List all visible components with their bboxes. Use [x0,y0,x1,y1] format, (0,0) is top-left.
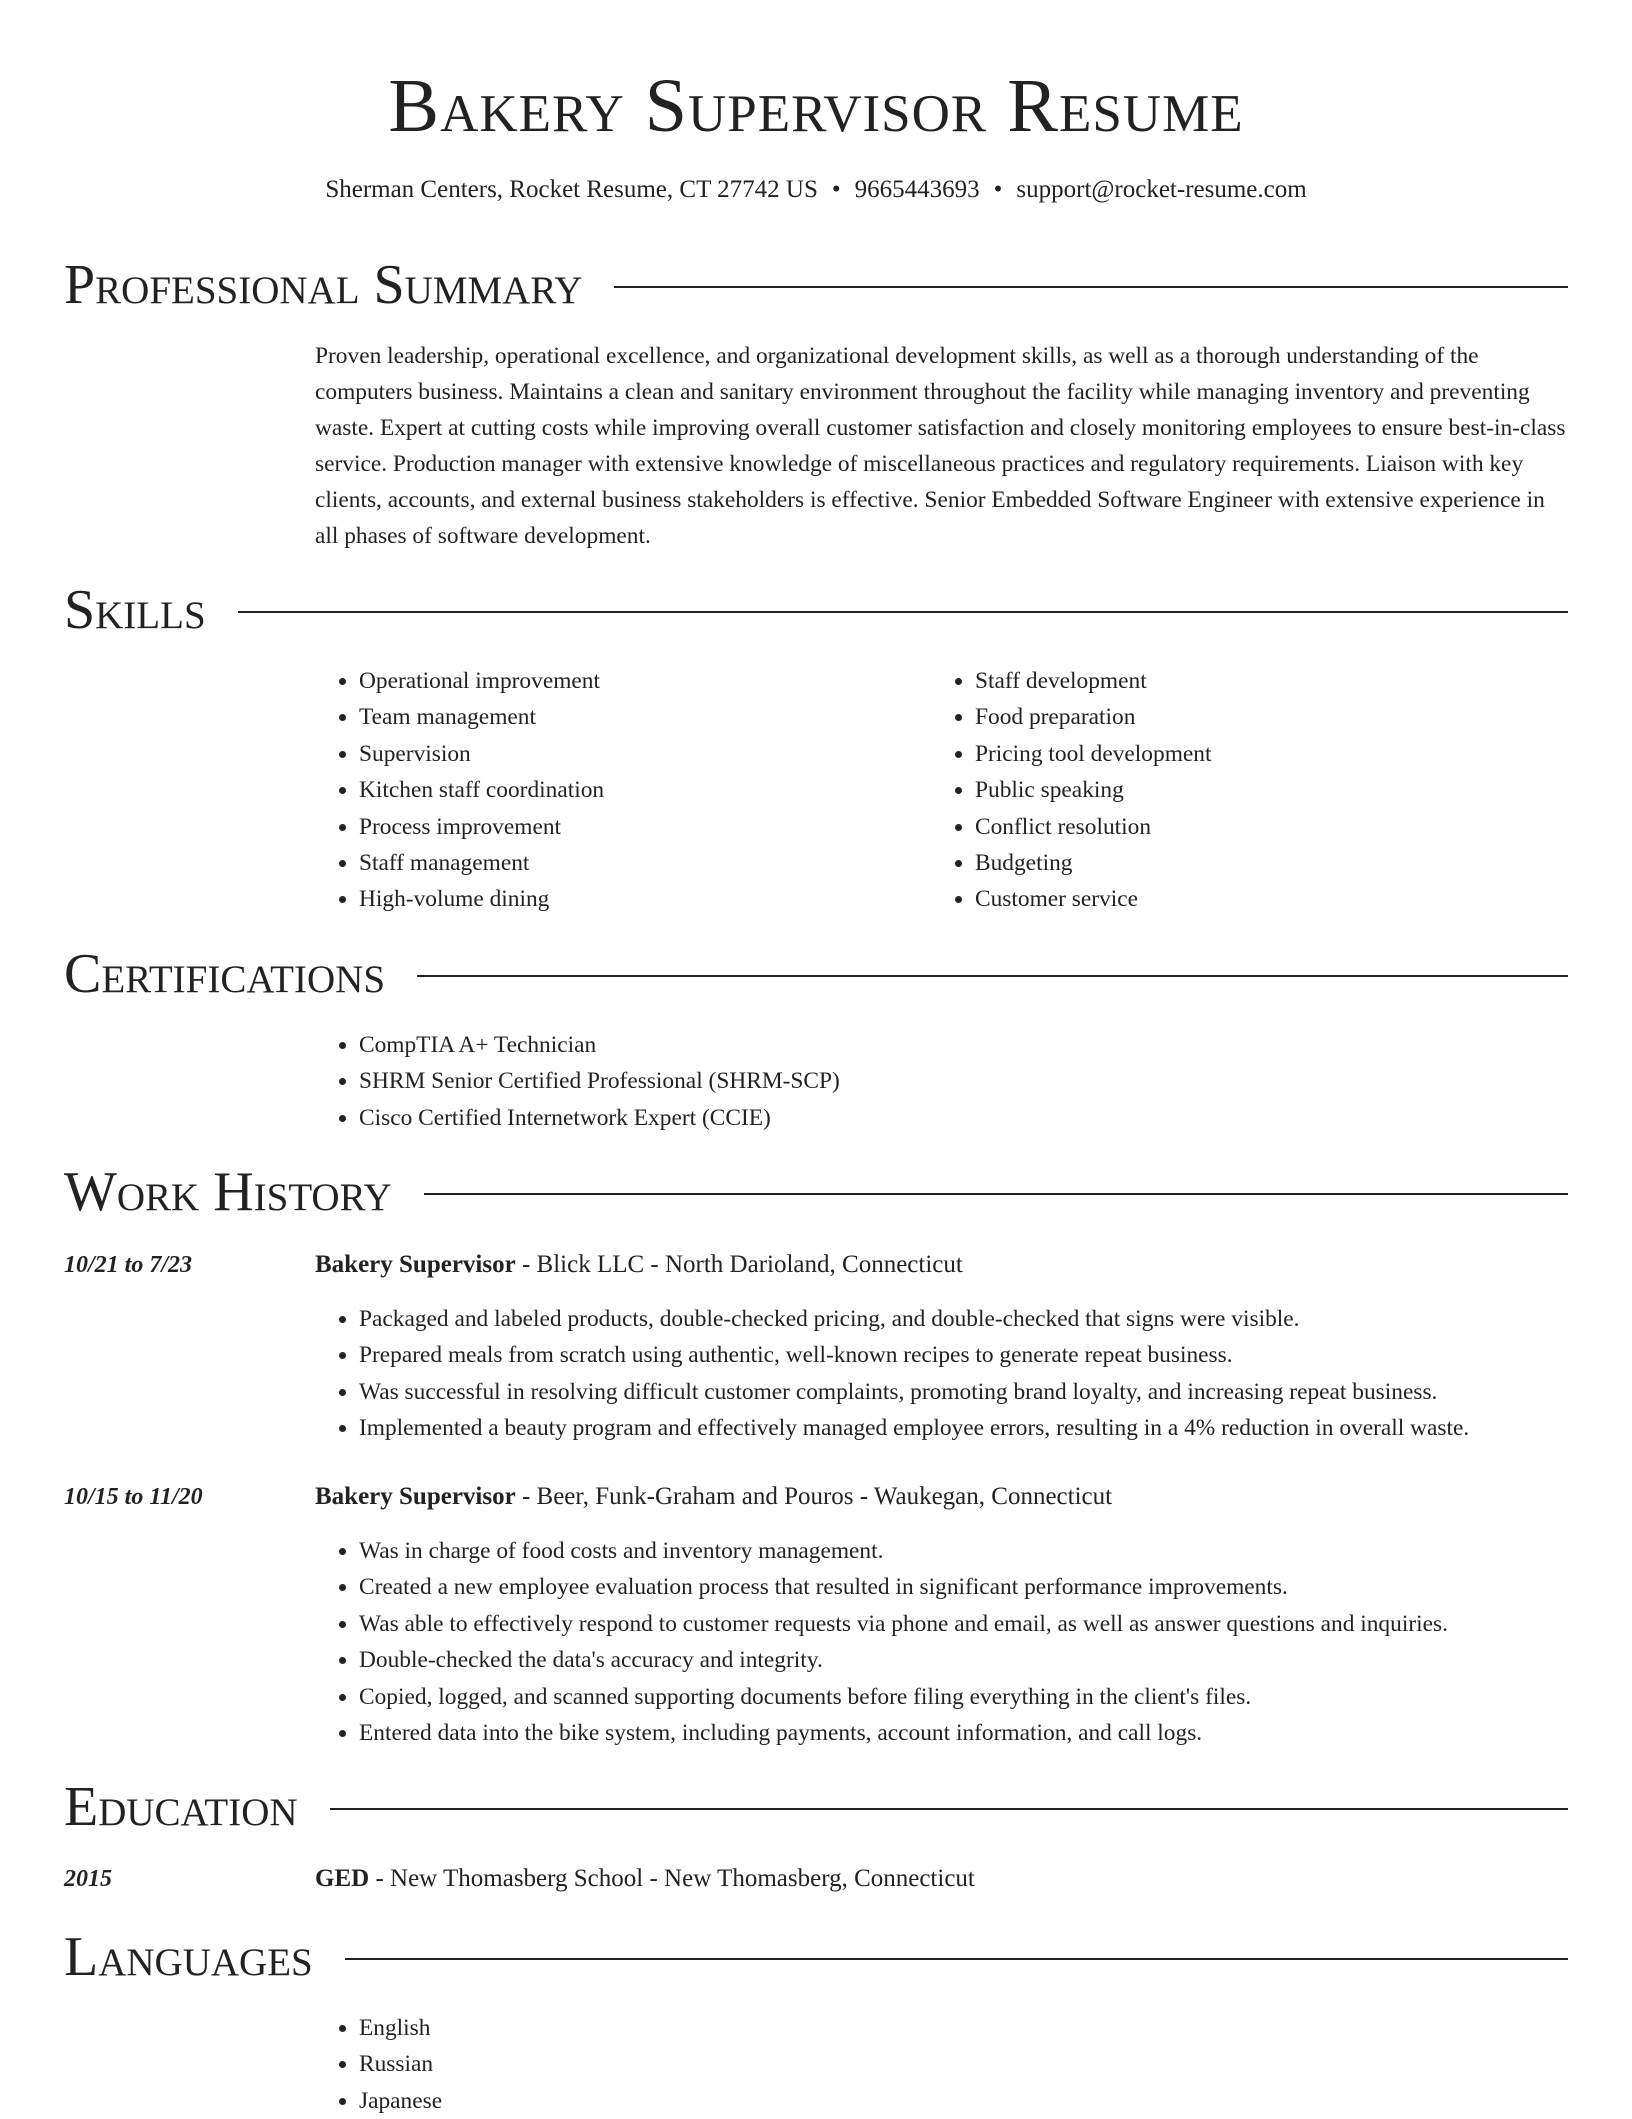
skills-column-right [931,663,1531,918]
job-bullet: • Created a new employee evaluation process that resulted in significant performance improvements. [359,1569,1568,1605]
job-heading [315,1479,1112,1515]
section-divider [330,1808,1568,1810]
contact-phone: 9665443693 [854,176,980,203]
job-bullet: • Implemented a beauty program and effectively managed employee errors, resulting in a 4% reduction in overall waste. [359,1410,1568,1446]
languages-block [315,2010,1568,2119]
language-item: • English [359,2010,1568,2046]
job-bullet: • Was in charge of food costs and inventory management. [359,1533,1568,1569]
job-title: Bakery Supervisor [315,1251,516,1278]
certifications-list [315,1027,1568,1136]
skill-item: • Conflict resolution [975,809,1531,845]
skill-item: • Staff development [975,663,1531,699]
section-header-skills [64,575,1568,645]
section-header-education [64,1772,1568,1842]
certification-item: • CompTIA A+ Technician [359,1027,1568,1063]
contact-separator: • [993,176,1003,203]
skill-item: • Operational improvement [359,663,915,699]
skill-item: • High-volume dining [359,881,915,917]
section-divider [238,611,1568,613]
skills-list-right [931,663,1531,918]
section-title-summary: Professional Summary [64,254,583,316]
education-year: 2015 [64,1866,112,1892]
skill-item: • Team management [359,699,915,735]
job-bullet: • Double-checked the data's accuracy and integrity. [359,1642,1568,1678]
section-title-education: Education [64,1776,298,1838]
contact-email: support@rocket-resume.com [1016,176,1307,203]
certifications-block [315,1027,1568,1136]
section-divider [614,286,1568,288]
skill-item: • Budgeting [975,845,1531,881]
job-bullet: • Prepared meals from scratch using authentic, well-known recipes to generate repeat business. [359,1337,1568,1373]
job-dates: 10/21 to 7/23 [64,1252,193,1278]
skill-item: • Customer service [975,881,1531,917]
job-bullets [315,1301,1568,1447]
section-divider [345,1958,1568,1960]
languages-list [315,2010,1568,2119]
job-bullet: • Entered data into the bike system, including payments, account information, and call logs. [359,1715,1568,1751]
section-header-languages [64,1922,1568,1992]
section-title-languages: Languages [64,1926,313,1988]
education-heading [315,1861,975,1897]
contact-address: Sherman Centers, Rocket Resume, CT 27742 US [325,176,818,203]
language-item: • Japanese [359,2083,1568,2119]
section-divider [424,1193,1568,1195]
job-bullet: • Was able to effectively respond to customer requests via phone and email, as well as answer questions and inquiries. [359,1606,1568,1642]
skill-item: • Public speaking [975,772,1531,808]
job-bullets [315,1533,1568,1751]
contact-separator: • [831,176,841,203]
section-header-certifications [64,939,1568,1009]
summary-text: Proven leadership, operational excellence, and organizational development skills, as well as a thorough understanding of the computers business. Maintains a clean and sanitary environment throughout the facility while managing inventory and preventing waste. Expert at cutting costs while improving overall customer satisfaction and closely monitoring employees to ensure best-in-class service. Production manager with extensive knowledge of miscellaneous practices and regulatory requirements. Liaison with key clients, accounts, and external business stakeholders is effective. Senior Embedded Software Engineer with extensive experience in all phases of software development. [315,343,1566,549]
section-title-skills: Skills [64,579,206,641]
language-item: • Russian [359,2046,1568,2082]
job-title: Bakery Supervisor [315,1483,516,1510]
section-header-summary [64,250,1568,320]
job-heading [315,1247,963,1283]
section-divider [417,975,1568,977]
job-employer-location: - Blick LLC - North Darioland, Connecticut [515,1251,963,1278]
education-school-location: - New Thomasberg School - New Thomasberg, Connecticut [369,1865,975,1892]
education-degree: GED [315,1865,370,1892]
certification-item: • SHRM Senior Certified Professional (SHRM-SCP) [359,1063,1568,1099]
skill-item: • Supervision [359,736,915,772]
skills-column-left [315,663,915,918]
resume-title: Bakery Supervisor Resume [388,64,1244,148]
skill-item: • Staff management [359,845,915,881]
contact-line [0,172,1632,208]
certification-item: • Cisco Certified Internetwork Expert (CCIE) [359,1100,1568,1136]
skill-item: • Kitchen staff coordination [359,772,915,808]
job-bullets-block [315,1533,1568,1751]
skill-item: • Food preparation [975,699,1531,735]
job-bullet: • Copied, logged, and scanned supporting documents before filing everything in the client's files. [359,1679,1568,1715]
skill-item: • Pricing tool development [975,736,1531,772]
job-bullet: • Was successful in resolving difficult customer complaints, promoting brand loyalty, and increasing repeat business. [359,1374,1568,1410]
job-bullet: • Packaged and labeled products, double-checked pricing, and double-checked that signs were visible. [359,1301,1568,1337]
job-employer-location: - Beer, Funk-Graham and Pouros - Waukegan, Connecticut [515,1483,1113,1510]
section-title-work-history: Work History [64,1161,392,1223]
skills-list-left [315,663,915,918]
job-bullets-block [315,1301,1568,1447]
job-dates: 10/15 to 11/20 [64,1484,203,1510]
skill-item: • Process improvement [359,809,915,845]
section-header-work-history [64,1157,1568,1227]
section-title-certifications: Certifications [64,943,386,1005]
